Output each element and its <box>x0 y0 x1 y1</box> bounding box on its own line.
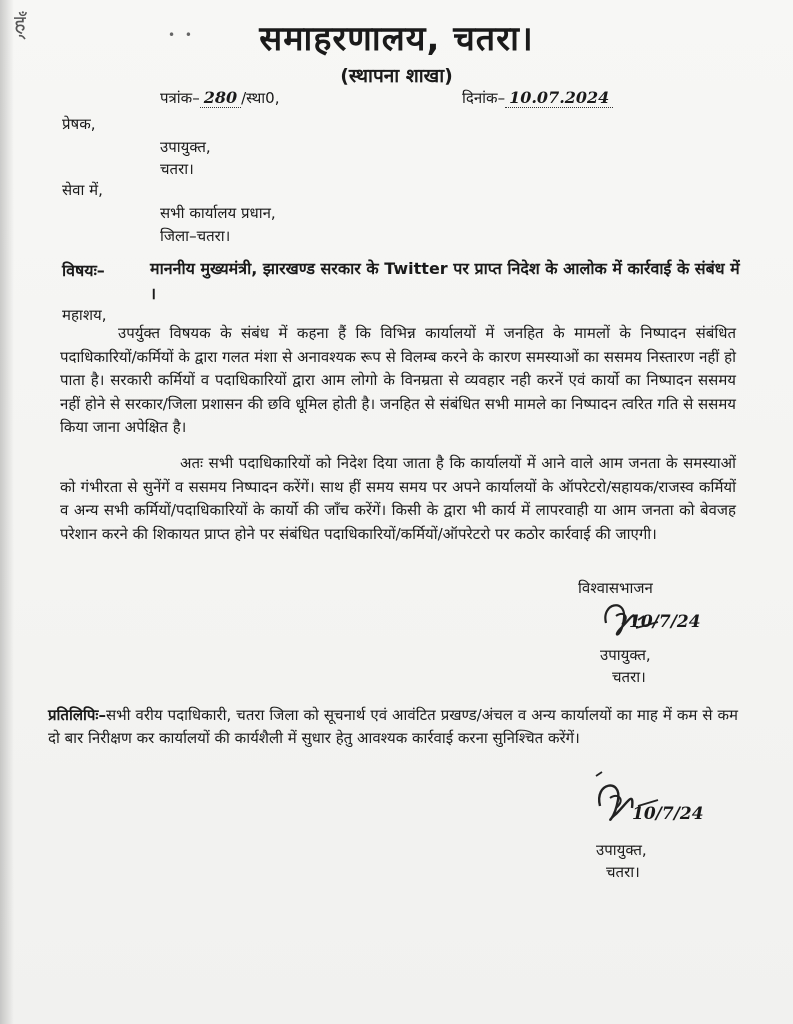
patrank-label: पत्रांक– <box>160 89 200 107</box>
sender-line1: उपायुक्त, <box>160 138 211 156</box>
dinank-value: 10.07.2024 <box>505 88 613 108</box>
subject-label: विषयः– <box>62 261 105 280</box>
recipient-line2: जिला–चतरा। <box>160 227 231 245</box>
copy-text: सभी वरीय पदाधिकारी, चतरा जिला को सूचनार्थ एवं आवंटित प्रखण्ड/अंचल व अन्य कार्यालयों का माह में कम से कम दो बार निरीक्षण कर कार्यालयों की कार्यशैली में सुधार हेतु आवश्यक कार्रवाई करना सुनिश्चित करेंगें। <box>48 706 738 747</box>
corner-mark: ह्ँ <box>14 12 26 37</box>
page-title: समाहरणालय, चतरा। <box>259 19 534 59</box>
closing: विश्वासभाजन <box>578 579 653 597</box>
signature2-place: चतरा। <box>606 863 640 881</box>
sender-line2: चतरा। <box>160 160 194 178</box>
letter-date <box>462 88 613 108</box>
paragraph-1: उपर्युक्त विषयक के संबंध में कहना हैं कि विभिन्न कार्यालयों में जनहित के मामलों के निष्पादन संबंधित पदाधिकारियों/कर्मियों के द्वारा गलत मंशा से अनावश्यक रूप से विलम्ब करने के कारण समस्याओं का ससमय निस्तारण नहीं हो पाता है। सरकारी कर्मियों व पदाधिकारियों द्वारा आम लोगो के विनम्रता से व्यवहार नही करनें एवं कार्यो का निष्पादन ससमय नहीं होने से सरकार/जिला प्रशासन की छवि धूमिल होती है। जनहित से संबंधित सभी मामले का निष्पादन त्वरित गति से ससमय किया जाना अपेक्षित है। <box>60 324 736 436</box>
copy-label: प्रतिलिपिः– <box>48 706 106 724</box>
signature1-date: 10/7/24 <box>629 612 701 632</box>
signature1-designation: उपायुक्त, <box>600 646 651 664</box>
signature2-designation: उपायुक्त, <box>596 841 647 859</box>
sender-label: प्रेषक, <box>62 115 96 133</box>
salutation: महाशय, <box>62 306 107 324</box>
dinank-label: दिनांक– <box>462 89 506 107</box>
subject-text: माननीय मुख्यमंत्री, झारखण्ड सरकार के Twitter पर प्राप्त निदेश के आलोक में कार्रवाई के संबंध में । <box>150 259 740 303</box>
page-subtitle: (स्थापना शाखा) <box>340 65 453 87</box>
signature-scribble-2 <box>588 768 718 838</box>
signature2-date: 10/7/24 <box>632 804 704 824</box>
patrank-number: 280 <box>200 88 241 108</box>
recipient-label: सेवा में, <box>62 181 103 199</box>
patrank-suffix: /स्था0, <box>241 89 280 107</box>
header-dots: • • <box>168 28 195 42</box>
paragraph-2: अतः सभी पदाधिकारियों को निदेश दिया जाता है कि कार्यालयों में आने वाले आम जनता के समस्याओं को गंभीरता से सुनेंगें व ससमय निष्पादन करेंगें। साथ हीं समय समय पर अपने कार्यालयों के ऑपरेटरो/सहायक/राजस्व कर्मियों व अन्य सभी कर्मियों/पदाधिकारियों के कार्यो की जाँच करेंगें। किसी के द्वारा भी कार्य में लापरवाही या आम जनता को बेवजह परेशान करने की शिकायत प्राप्त होने पर संबंधित पदाधिकारियों/कर्मियों/ऑपरेटरो पर कठोर कार्रवाई की जाएगी। <box>60 454 736 543</box>
recipient-line1: सभी कार्यालय प्रधान, <box>160 204 276 222</box>
copy-paragraph <box>48 704 738 750</box>
letter-number <box>160 88 280 108</box>
signature1-place: चतरा। <box>612 668 646 686</box>
scan-shadow <box>0 0 14 1024</box>
